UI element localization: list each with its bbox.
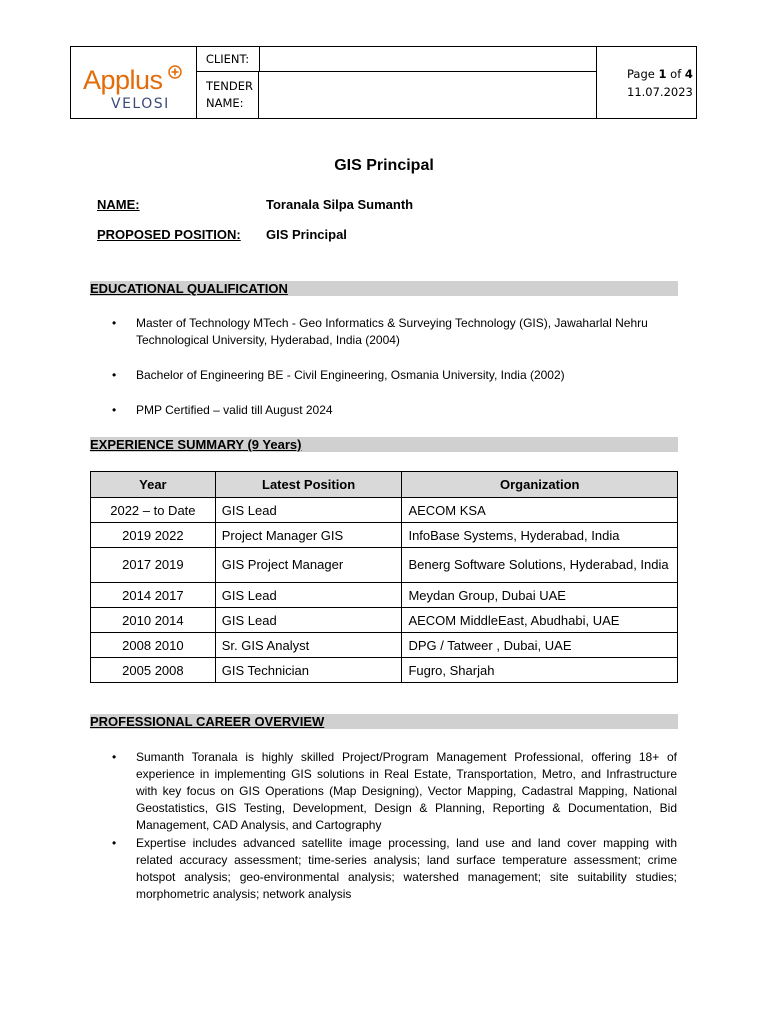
year-cell: 2014 2017 <box>91 583 216 608</box>
page-total: 4 <box>684 67 693 81</box>
organization-cell: AECOM KSA <box>402 498 678 523</box>
tender-name-label <box>196 72 259 118</box>
career-item: Sumanth Toranala is highly skilled Project/Program Management Professional, offering 18+ of experience in implementing GIS solutions in Real Estate, Transportation, Metro, and Infrastructure with key focus on GIS Operations (Map Designing), Vector Mapping, Cadastral Mapping, National Geostatistics, GIS Testing, Development, Design & Planning, Reporting & Documentation, Bid Management, CAD Analysis, and Cartography <box>136 750 677 832</box>
tender-label-line1: TENDER <box>206 79 254 93</box>
position-value: GIS Principal <box>266 227 347 242</box>
year-cell: 2022 – to Date <box>91 498 216 523</box>
career-heading-bar <box>90 714 678 729</box>
client-label: CLIENT: <box>196 47 260 72</box>
organization-cell: Benerg Software Solutions, Hyderabad, India <box>402 548 678 583</box>
table-row <box>91 658 678 683</box>
organization-cell: InfoBase Systems, Hyderabad, India <box>402 523 678 548</box>
table-row <box>91 608 678 633</box>
year-cell: 2005 2008 <box>91 658 216 683</box>
page-current: 1 <box>658 67 667 81</box>
page-title: GIS Principal <box>334 157 434 174</box>
document-header <box>70 46 697 119</box>
career-heading: PROFESSIONAL CAREER OVERVIEW <box>90 714 325 729</box>
position-cell: GIS Lead <box>215 608 402 633</box>
year-cell: 2019 2022 <box>91 523 216 548</box>
education-heading: EDUCATIONAL QUALIFICATION <box>90 281 288 296</box>
organization-cell: Fugro, Sharjah <box>402 658 678 683</box>
bullet-icon: • <box>112 750 117 764</box>
logo-main-text: Applus <box>83 65 163 95</box>
position-cell: GIS Lead <box>215 498 402 523</box>
name-value: Toranala Silpa Sumanth <box>266 197 414 212</box>
position-cell: Sr. GIS Analyst <box>215 633 402 658</box>
position-cell: GIS Lead <box>215 583 402 608</box>
bullet-icon: • <box>112 368 117 382</box>
logo-sub-text: VELOSI <box>111 96 170 112</box>
year-cell: 2008 2010 <box>91 633 216 658</box>
position-label: PROPOSED POSITION: <box>97 227 241 242</box>
plus-icon <box>168 65 182 79</box>
logo <box>71 47 197 118</box>
education-heading-bar <box>90 281 678 296</box>
name-label: NAME: <box>97 197 140 212</box>
bullet-icon: • <box>112 403 117 417</box>
experience-heading-bar <box>90 437 678 452</box>
column-header: Latest Position <box>215 472 402 498</box>
page-number <box>627 65 696 83</box>
education-item: Bachelor of Engineering BE - Civil Engineering, Osmania University, India (2002) <box>136 368 565 382</box>
tender-label-line2: NAME: <box>206 96 244 110</box>
experience-heading: EXPERIENCE SUMMARY (9 Years) <box>90 437 302 452</box>
table-row <box>91 633 678 658</box>
organization-cell: DPG / Tatweer , Dubai, UAE <box>402 633 678 658</box>
page-of: of <box>670 67 682 81</box>
table-row <box>91 523 678 548</box>
table-row <box>91 548 678 583</box>
education-item: PMP Certified – valid till August 2024 <box>136 403 333 417</box>
column-header: Year <box>91 472 216 498</box>
year-cell: 2010 2014 <box>91 608 216 633</box>
client-value <box>260 47 597 72</box>
page-info <box>597 47 696 118</box>
organization-cell: AECOM MiddleEast, Abudhabi, UAE <box>402 608 678 633</box>
experience-table <box>90 471 678 683</box>
organization-cell: Meydan Group, Dubai UAE <box>402 583 678 608</box>
table-header-row <box>91 472 678 498</box>
position-cell: GIS Project Manager <box>215 548 402 583</box>
position-cell: GIS Technician <box>215 658 402 683</box>
table-row <box>91 583 678 608</box>
bullet-icon: • <box>112 836 117 850</box>
year-cell: 2017 2019 <box>91 548 216 583</box>
bullet-icon: • <box>112 316 117 330</box>
education-item: Master of Technology MTech - Geo Informatics & Surveying Technology (GIS), Jawaharlal Nehru Technological University, Hyderabad, India (2004) <box>136 316 648 347</box>
tender-name-value <box>260 72 597 118</box>
document-date: 11.07.2023 <box>627 85 693 99</box>
position-cell: Project Manager GIS <box>215 523 402 548</box>
table-row <box>91 498 678 523</box>
page-prefix: Page <box>627 67 655 81</box>
career-item: Expertise includes advanced satellite image processing, land use and land cover mapping with related accuracy assessment; time-series analysis; land surface temperature assessment; crime hotspot analysis; geo-environmental analysis; watershed management; site suitability studies; morphometric analysis; network analysis <box>136 836 677 901</box>
column-header: Organization <box>402 472 678 498</box>
